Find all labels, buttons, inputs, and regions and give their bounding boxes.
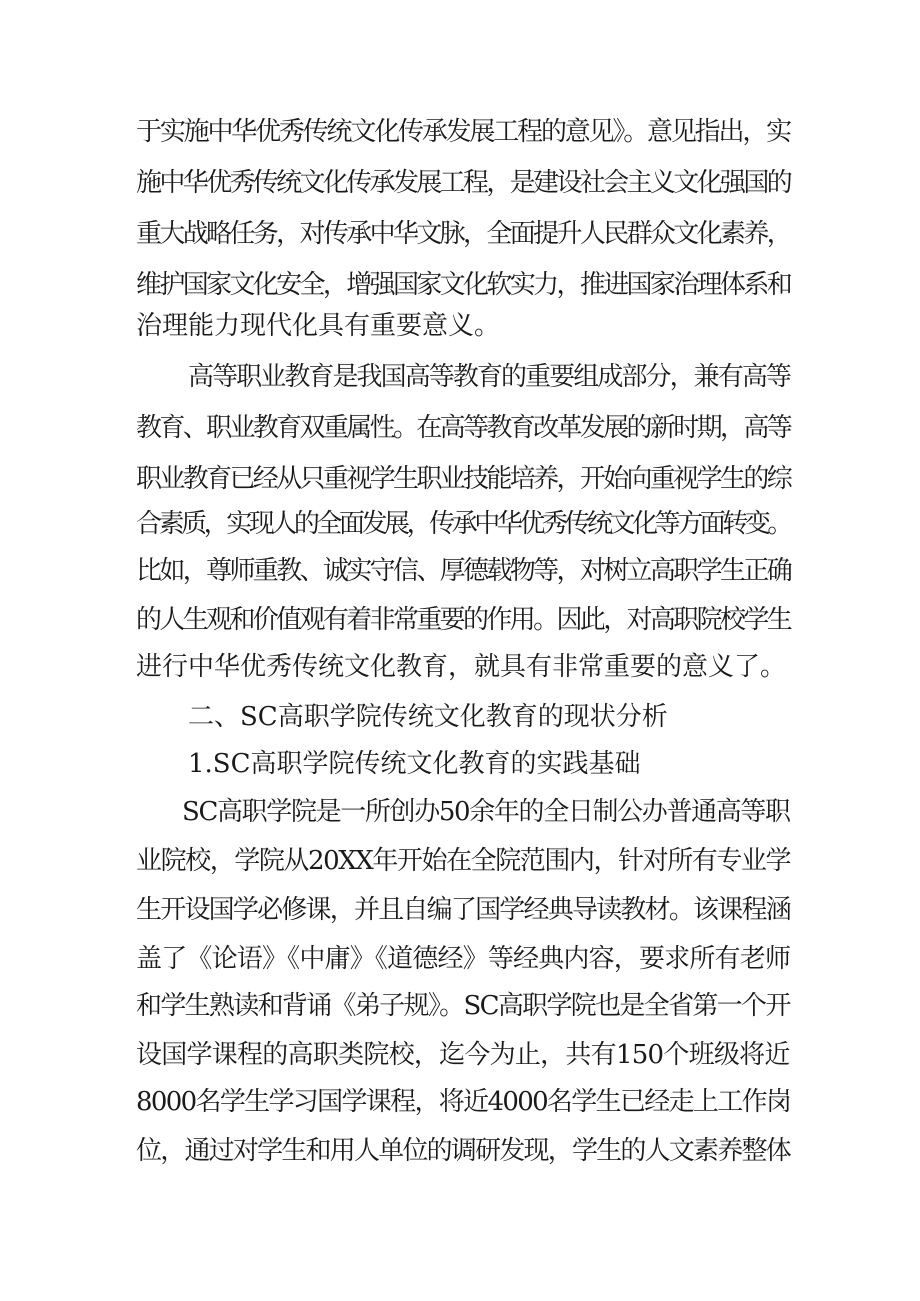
text-line: 设国学课程的高职类院校，迄今为止，共有150个班级将近 <box>136 1040 790 1070</box>
text-line: 生开设国学必修课，并且自编了国学经典导读教材。该课程涵 <box>136 895 790 925</box>
text-line: 重大战略任务，对传承中华文脉，全面提升人民群众文化素养， <box>136 219 791 249</box>
text-line: SC高职学院是一所创办50余年的全日制公办普通高等职 <box>182 797 790 827</box>
text-line: 业院校，学院从20XX年开始在全院范围内，针对所有专业学 <box>136 846 791 876</box>
text-line: 和学生熟读和背诵《弟子规》。SC高职学院也是全省第一个开 <box>136 991 790 1021</box>
text-line: 维护国家文化安全，增强国家文化软实力，推进国家治理体系和 <box>136 270 791 300</box>
text-line: 盖了《论语》《中庸》《道德经》等经典内容，要求所有老师 <box>136 944 791 974</box>
text-line: 合素质，实现人的全面发展，传承中华优秀传统文化等方面转变。 <box>136 509 790 539</box>
text-line: 教育、职业教育双重属性。在高等教育改革发展的新时期，高等 <box>136 413 791 443</box>
text-line: 位，通过对学生和用人单位的调研发现，学生的人文素养整体 <box>136 1136 790 1166</box>
text-line: 高等职业教育是我国高等教育的重要组成部分，兼有高等 <box>188 362 791 392</box>
subsection-heading: 1.SC高职学院传统文化教育的实践基础 <box>188 749 641 779</box>
text-line: 的人生观和价值观有着非常重要的作用。因此，对高职院校学生 <box>136 605 791 635</box>
text-line: 进行中华优秀传统文化教育，就具有非常重要的意义了。 <box>136 652 787 682</box>
text-line: 于实施中华优秀传统文化传承发展工程的意见》。意见指出，实 <box>136 117 790 147</box>
section-heading: 二、SC高职学院传统文化教育的现状分析 <box>188 702 668 732</box>
text-line: 8000名学生学习国学课程，将近4000名学生已经走上工作岗 <box>136 1087 791 1117</box>
text-line: 施中华优秀传统文化传承发展工程，是建设社会主义文化强国的 <box>136 168 791 198</box>
text-line: 职业教育已经从只重视学生职业技能培养，开始向重视学生的综 <box>136 464 791 494</box>
text-line: 比如，尊师重教、诚实守信、厚德载物等，对树立高职学生正确 <box>136 556 791 586</box>
text-line: 治理能力现代化具有重要意义。 <box>136 311 501 341</box>
